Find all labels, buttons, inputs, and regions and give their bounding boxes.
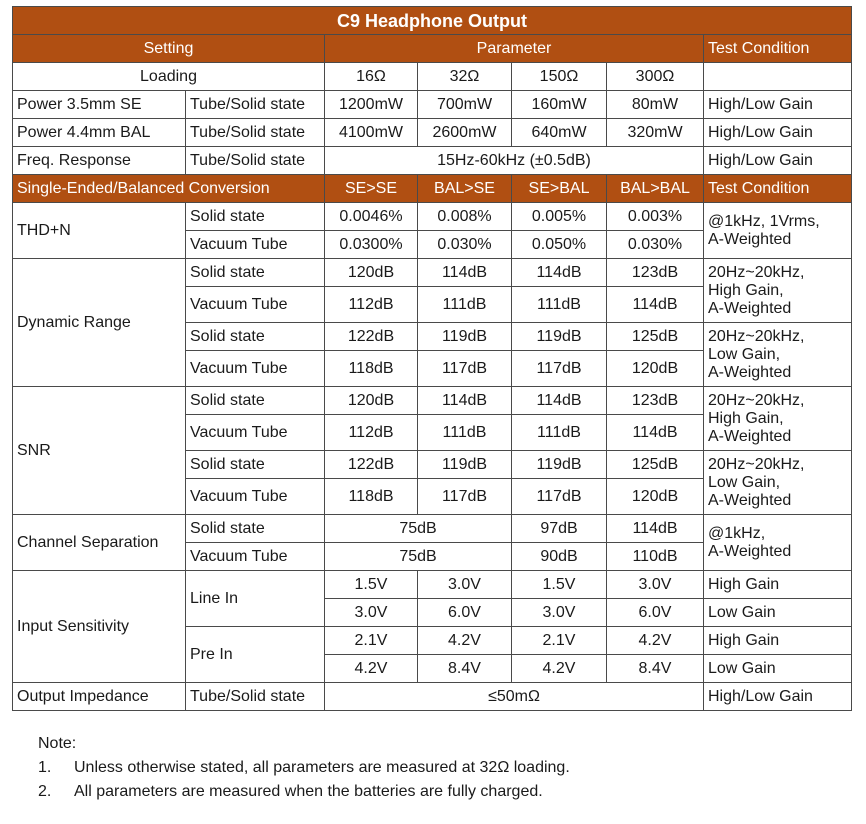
row-label: Power 4.4mm BAL — [13, 119, 186, 147]
row-condition: High Gain — [704, 627, 852, 655]
row-condition: 20Hz~20kHz, High Gain, A-Weighted — [704, 387, 852, 451]
cell-value: 114dB — [607, 515, 704, 543]
row-mode: Solid state — [186, 387, 325, 415]
notes-heading: Note: — [38, 735, 77, 752]
cell-value: 3.0V — [607, 571, 704, 599]
snr-row — [13, 387, 852, 415]
cell-value: 2.1V — [512, 627, 607, 655]
row-mode: Solid state — [186, 259, 325, 287]
cell-value: 0.008% — [418, 203, 512, 231]
loading-label: Loading — [13, 63, 325, 91]
cell-value: 110dB — [607, 543, 704, 571]
row-mode: Tube/Solid state — [186, 147, 325, 175]
loading-value: 32Ω — [418, 63, 512, 91]
row-condition: High/Low Gain — [704, 119, 852, 147]
row-label: Dynamic Range — [13, 259, 186, 387]
row-condition: High Gain — [704, 571, 852, 599]
cell-value: 120dB — [325, 259, 418, 287]
row-mode: Vacuum Tube — [186, 287, 325, 323]
cell-value: 2600mW — [418, 119, 512, 147]
row-mode: Line In — [186, 571, 325, 627]
cell-value: 75dB — [325, 515, 512, 543]
row-condition: High/Low Gain — [704, 683, 852, 711]
row-condition: 20Hz~20kHz, Low Gain, A-Weighted — [704, 323, 852, 387]
cell-value: 119dB — [418, 323, 512, 351]
cell-value: 114dB — [418, 387, 512, 415]
cell-value: 125dB — [607, 451, 704, 479]
cell-value: 75dB — [325, 543, 512, 571]
cell-value: 0.005% — [512, 203, 607, 231]
cell-value: 3.0V — [325, 599, 418, 627]
row-mode: Vacuum Tube — [186, 231, 325, 259]
thd-row — [13, 203, 852, 231]
note-item — [38, 756, 570, 780]
row-mode: Solid state — [186, 515, 325, 543]
row-label: Freq. Response — [13, 147, 186, 175]
cell-value: 2.1V — [325, 627, 418, 655]
row-mode: Vacuum Tube — [186, 479, 325, 515]
power-row — [13, 91, 852, 119]
row-label: THD+N — [13, 203, 186, 259]
cell-value: 117dB — [512, 351, 607, 387]
cell-value: 97dB — [512, 515, 607, 543]
cell-value: 0.050% — [512, 231, 607, 259]
row-mode: Vacuum Tube — [186, 543, 325, 571]
cell-value: 4.2V — [325, 655, 418, 683]
header-row — [13, 35, 852, 63]
row-label: Input Sensitivity — [13, 571, 186, 683]
cell-value: 3.0V — [512, 599, 607, 627]
row-label: SNR — [13, 387, 186, 515]
header-col: BAL>BAL — [607, 175, 704, 203]
freq-row — [13, 147, 852, 175]
cell-value: 1.5V — [325, 571, 418, 599]
row-label: Output Impedance — [13, 683, 186, 711]
cell-value: 118dB — [325, 479, 418, 515]
row-label: Channel Separation — [13, 515, 186, 571]
loading-row — [13, 63, 852, 91]
cell-value: 119dB — [512, 323, 607, 351]
row-mode: Vacuum Tube — [186, 351, 325, 387]
row-condition: @1kHz, A-Weighted — [704, 515, 852, 571]
row-mode: Vacuum Tube — [186, 415, 325, 451]
row-condition: High/Low Gain — [704, 147, 852, 175]
row-mode: Tube/Solid state — [186, 91, 325, 119]
note-number: 2. — [38, 783, 52, 800]
cell-value: 118dB — [325, 351, 418, 387]
row-mode: Tube/Solid state — [186, 683, 325, 711]
cell-value: 117dB — [512, 479, 607, 515]
cell-value: 8.4V — [607, 655, 704, 683]
notes-section — [38, 732, 570, 804]
cell-value: 114dB — [607, 287, 704, 323]
cell-value: 4.2V — [607, 627, 704, 655]
cell-value: 15Hz-60kHz (±0.5dB) — [325, 147, 704, 175]
row-condition: @1kHz, 1Vrms, A-Weighted — [704, 203, 852, 259]
cell-value: 114dB — [607, 415, 704, 451]
cell-value: 6.0V — [418, 599, 512, 627]
row-mode: Pre In — [186, 627, 325, 683]
cell-value: 0.003% — [607, 203, 704, 231]
cell-value: 114dB — [512, 259, 607, 287]
header-parameter: Parameter — [325, 35, 704, 63]
row-mode: Solid state — [186, 203, 325, 231]
header-test-condition: Test Condition — [704, 35, 852, 63]
cell-value: 123dB — [607, 387, 704, 415]
row-mode: Solid state — [186, 323, 325, 351]
cell-value: 119dB — [512, 451, 607, 479]
header-col: BAL>SE — [418, 175, 512, 203]
cell-value: 0.0046% — [325, 203, 418, 231]
chsep-row — [13, 515, 852, 543]
cell-value: 4.2V — [418, 627, 512, 655]
header-test-condition: Test Condition — [704, 175, 852, 203]
loading-value: 150Ω — [512, 63, 607, 91]
cell-value: ≤50mΩ — [325, 683, 704, 711]
cell-value: 120dB — [607, 351, 704, 387]
cell-value: 80mW — [607, 91, 704, 119]
header-col: SE>SE — [325, 175, 418, 203]
cell-value: 320mW — [607, 119, 704, 147]
cell-value: 123dB — [607, 259, 704, 287]
cell-value: 0.0300% — [325, 231, 418, 259]
cell-value: 111dB — [418, 415, 512, 451]
cell-value: 111dB — [512, 415, 607, 451]
cell-value: 4.2V — [512, 655, 607, 683]
row-condition: Low Gain — [704, 655, 852, 683]
header-conversion: Single-Ended/Balanced Conversion — [13, 175, 325, 203]
row-mode: Solid state — [186, 451, 325, 479]
note-item — [38, 780, 570, 804]
cell-value: 0.030% — [607, 231, 704, 259]
cell-value: 0.030% — [418, 231, 512, 259]
cell-value: 4100mW — [325, 119, 418, 147]
cell-value: 122dB — [325, 323, 418, 351]
header-setting: Setting — [13, 35, 325, 63]
row-condition: 20Hz~20kHz, High Gain, A-Weighted — [704, 259, 852, 323]
cell-value: 700mW — [418, 91, 512, 119]
cell-value: 117dB — [418, 351, 512, 387]
cell-value: 160mW — [512, 91, 607, 119]
output-imp-row — [13, 683, 852, 711]
cell-value: 3.0V — [418, 571, 512, 599]
cell-value: 6.0V — [607, 599, 704, 627]
title-row — [13, 7, 852, 35]
row-label: Power 3.5mm SE — [13, 91, 186, 119]
cell-value: 111dB — [512, 287, 607, 323]
cell-value: 112dB — [325, 287, 418, 323]
cell-value: 114dB — [512, 387, 607, 415]
cell-value: 120dB — [325, 387, 418, 415]
header-col: SE>BAL — [512, 175, 607, 203]
spec-table — [12, 6, 852, 711]
input-sens-row — [13, 571, 852, 599]
note-text: All parameters are measured when the batteries are fully charged. — [74, 783, 543, 800]
row-condition: High/Low Gain — [704, 91, 852, 119]
cell-value: 122dB — [325, 451, 418, 479]
cell-value: 125dB — [607, 323, 704, 351]
dr-row — [13, 259, 852, 287]
cell-value: 1.5V — [512, 571, 607, 599]
cell-value: 119dB — [418, 451, 512, 479]
conversion-header-row — [13, 175, 852, 203]
row-mode: Tube/Solid state — [186, 119, 325, 147]
loading-value: 16Ω — [325, 63, 418, 91]
row-condition: Low Gain — [704, 599, 852, 627]
cell-value: 1200mW — [325, 91, 418, 119]
cell-value: 111dB — [418, 287, 512, 323]
cell-value: 90dB — [512, 543, 607, 571]
cell-value: 120dB — [607, 479, 704, 515]
loading-condition — [704, 63, 852, 91]
cell-value: 112dB — [325, 415, 418, 451]
row-condition: 20Hz~20kHz, Low Gain, A-Weighted — [704, 451, 852, 515]
note-number: 1. — [38, 759, 52, 776]
cell-value: 114dB — [418, 259, 512, 287]
cell-value: 8.4V — [418, 655, 512, 683]
table-title: C9 Headphone Output — [13, 7, 852, 35]
cell-value: 117dB — [418, 479, 512, 515]
note-text: Unless otherwise stated, all parameters are measured at 32Ω loading. — [74, 759, 570, 776]
power-row — [13, 119, 852, 147]
loading-value: 300Ω — [607, 63, 704, 91]
cell-value: 640mW — [512, 119, 607, 147]
